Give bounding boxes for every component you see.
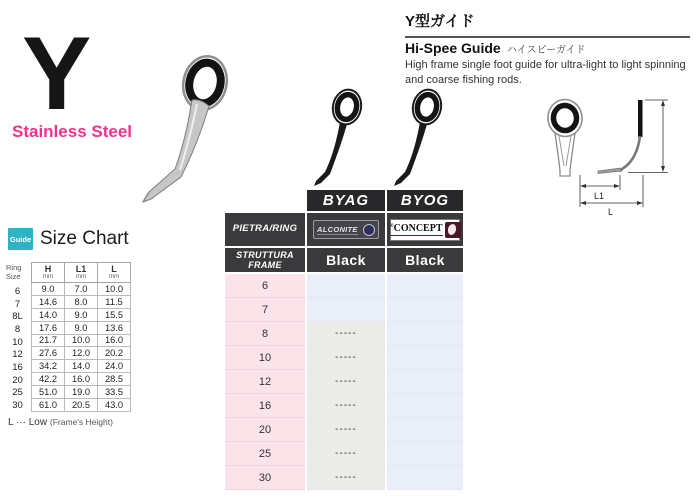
guide-photo-byag (312, 84, 374, 188)
ring-row-label: PIETRA/RING (225, 213, 305, 246)
model-header-byog: BYOG (387, 190, 463, 211)
size-chart-footnote: L ··· Low (Frame's Height) (8, 417, 113, 428)
frame-row-label: STRUTTURA FRAME (225, 248, 305, 272)
product-name-en: Hi-Spee Guide (405, 40, 501, 56)
model-header-byag: BYAG (307, 190, 385, 211)
frame-color-byog: Black (387, 248, 463, 272)
spec-row-20: 20 ----- (225, 418, 463, 442)
table-row: 14.0 9.0 15.5 (32, 308, 131, 321)
spec-row-12: 12 ----- (225, 370, 463, 394)
table-row: 9.0 7.0 10.0 (32, 283, 131, 296)
guide-badge: Guide (8, 228, 33, 250)
frame-row (225, 248, 463, 272)
alconite-badge: ALCONITE (313, 220, 379, 239)
spec-row-6: 6 (225, 274, 463, 298)
material-label: Stainless Steel (12, 122, 133, 141)
series-letter: Y (22, 16, 88, 132)
product-name-jp: ハイスピーガイド (506, 45, 586, 56)
table-row: 27.6 12.0 20.2 (32, 347, 131, 360)
dim-label-l: L (608, 207, 614, 217)
alconite-logo-icon (363, 224, 375, 236)
ring-size-value: 8L (12, 311, 23, 323)
size-chart (4, 262, 131, 412)
col-header-h: H mm (32, 263, 65, 283)
table-row: 51.0 19.0 33.5 (32, 386, 131, 399)
ring-size-value: 7 (14, 298, 21, 310)
spec-row-10: 10 ----- (225, 346, 463, 370)
ring-size-value: 12 (12, 349, 23, 361)
page-title-jp: Y型ガイド (405, 10, 690, 38)
size-chart-ring-sizes (4, 262, 31, 412)
ring-brand-byag (307, 213, 385, 246)
col-header-l: L mm (98, 263, 131, 283)
guide-photo-byog (392, 84, 454, 188)
ring-brand-byog (387, 213, 463, 246)
spec-row-16: 16 ----- (225, 394, 463, 418)
ring-row (225, 213, 463, 246)
table-row: 17.6 9.0 13.6 (32, 321, 131, 334)
product-description: High frame single foot guide for ultra-light to light spinning and coarse fishing rods. (405, 59, 686, 86)
ring-size-value: 25 (12, 387, 23, 399)
table-row: 14.6 8.0 11.5 (32, 295, 131, 308)
frame-color-byag: Black (307, 248, 385, 272)
size-chart-title: Size Chart (40, 228, 129, 249)
ring-size-value: 6 (14, 285, 21, 297)
size-chart-table (31, 262, 131, 412)
concept-badge: ®CONCEPT (390, 219, 460, 241)
spec-row-7: 7 (225, 298, 463, 322)
ring-size-value: 8 (14, 323, 21, 335)
table-row: 42.2 16.0 28.5 (32, 373, 131, 386)
spec-row-30: 30 ----- (225, 466, 463, 490)
concept-logo-icon (445, 222, 461, 238)
size-chart-header-row (32, 263, 131, 283)
table-row: 21.7 10.0 16.0 (32, 334, 131, 347)
spec-row-25: 25 ----- (225, 442, 463, 466)
model-header-row (225, 190, 463, 211)
spec-corner (225, 190, 305, 211)
spec-table-body (225, 274, 463, 490)
ring-size-value: 20 (12, 374, 23, 386)
ring-size-value: 16 (12, 361, 23, 373)
ring-size-value: 30 (12, 400, 23, 412)
table-row: 34.2 14.0 24.0 (32, 360, 131, 373)
spec-row-8: 8 ----- (225, 322, 463, 346)
dim-label-l1: L1 (594, 191, 605, 201)
spec-table (225, 190, 463, 490)
table-row: 61.0 20.5 43.0 (32, 398, 131, 411)
dimension-diagram (532, 76, 692, 218)
col-header-l1: L1 mm (65, 263, 98, 283)
product-name (405, 40, 586, 56)
ring-size-header: Ring Size (6, 263, 22, 281)
ring-size-value: 10 (12, 336, 23, 348)
